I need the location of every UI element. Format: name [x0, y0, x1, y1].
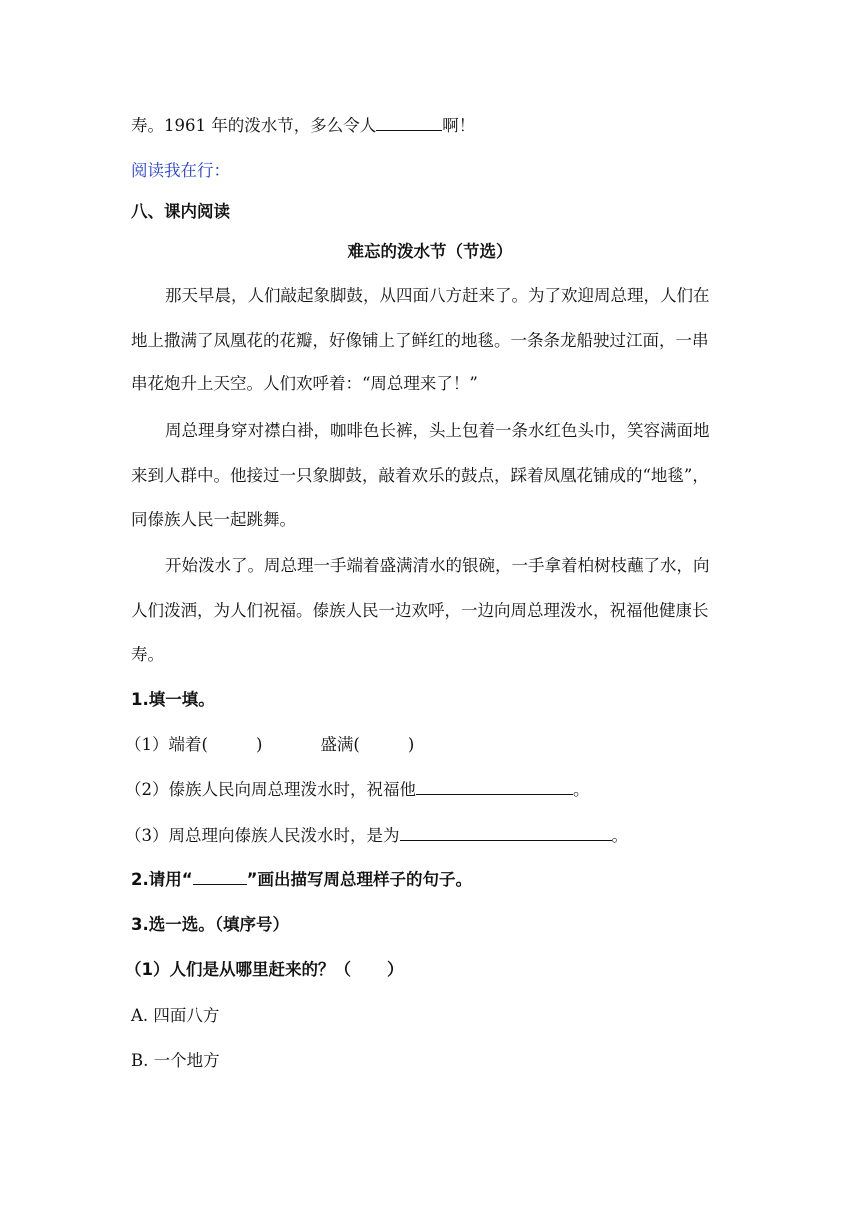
- item-2-end: 。: [573, 780, 590, 799]
- top-line-text: 寿。1961 年的泼水节，多么令人: [131, 116, 377, 135]
- paragraph-2-line-3: 同傣族人民一起跳舞。: [131, 510, 296, 529]
- question-1-item-3: [125, 828, 628, 845]
- item-3-end: 。: [611, 826, 628, 845]
- paragraph-1-line-2: 地上撒满了凤凰花的花瓣，好像铺上了鲜红的地毯。一条条龙船驶过江面，一串: [131, 331, 709, 350]
- top-line-end: 啊！: [442, 116, 476, 135]
- paragraph-1-line-1: 那天早晨，人们敲起象脚鼓，从四面八方赶来了。为了欢迎周总理，人们在: [165, 286, 710, 305]
- paragraph-3-line-2: 人们泼洒，为人们祝福。傣族人民一边欢呼，一边向周总理泼水，祝福他健康长: [131, 601, 709, 620]
- paren-close-1: ): [255, 735, 263, 754]
- underline-sample: [193, 883, 247, 885]
- paragraph-1-line-3: 串花炮升上天空。人们欢呼着：“周总理来了！”: [131, 374, 478, 393]
- question-2-end: ”画出描写周总理样子的句子。: [246, 870, 472, 889]
- paragraph-2-line-2: 来到人群中。他接过一只象脚鼓，敲着欢乐的鼓点，踩着凤凰花铺成的“地毯”，: [131, 466, 709, 485]
- option-a[interactable]: A. 四面八方: [131, 1006, 220, 1025]
- question-2: [131, 872, 472, 889]
- question-1-heading: 1.填一填。: [131, 690, 215, 709]
- section-heading: 八、课内阅读: [131, 202, 230, 221]
- item-3-text: （3）周总理向傣族人民泼水时，是为: [125, 826, 400, 845]
- answer-blank[interactable]: [400, 839, 612, 841]
- paragraph-3-line-3: 寿。: [131, 645, 164, 664]
- question-2-text: 2.请用“: [131, 870, 193, 889]
- paragraph-2-line-1: 周总理身穿对襟白褂，咖啡色长裤，头上包着一条水红色头巾，笑容满面地: [165, 421, 710, 440]
- sub-1-text: （1）人们是从哪里赶来的？（: [125, 960, 351, 979]
- paragraph-3-line-1: 开始泼水了。周总理一手端着盛满清水的银碗，一手拿着柏树枝蘸了水，向: [165, 556, 710, 575]
- paren-close-3: ）: [386, 960, 404, 979]
- question-3-heading: 3.选一选。（填序号）: [131, 915, 289, 934]
- option-b[interactable]: B. 一个地方: [131, 1051, 220, 1070]
- question-1-item-2: [125, 782, 590, 799]
- question-1-item-1: [125, 737, 414, 754]
- passage-title: 难忘的泼水节（节选）: [347, 242, 513, 261]
- question-3-sub-1: [125, 962, 403, 979]
- answer-blank[interactable]: [376, 129, 442, 131]
- reading-heading: 阅读我在行：: [131, 161, 230, 180]
- answer-blank[interactable]: [416, 793, 573, 795]
- paren-close-2: ): [407, 735, 415, 754]
- top-line: [131, 118, 475, 135]
- item-1b-text: 盛满(: [320, 735, 360, 754]
- item-2-text: （2）傣族人民向周总理泼水时，祝福他: [125, 780, 416, 799]
- item-1a-text: （1）端着(: [125, 735, 208, 754]
